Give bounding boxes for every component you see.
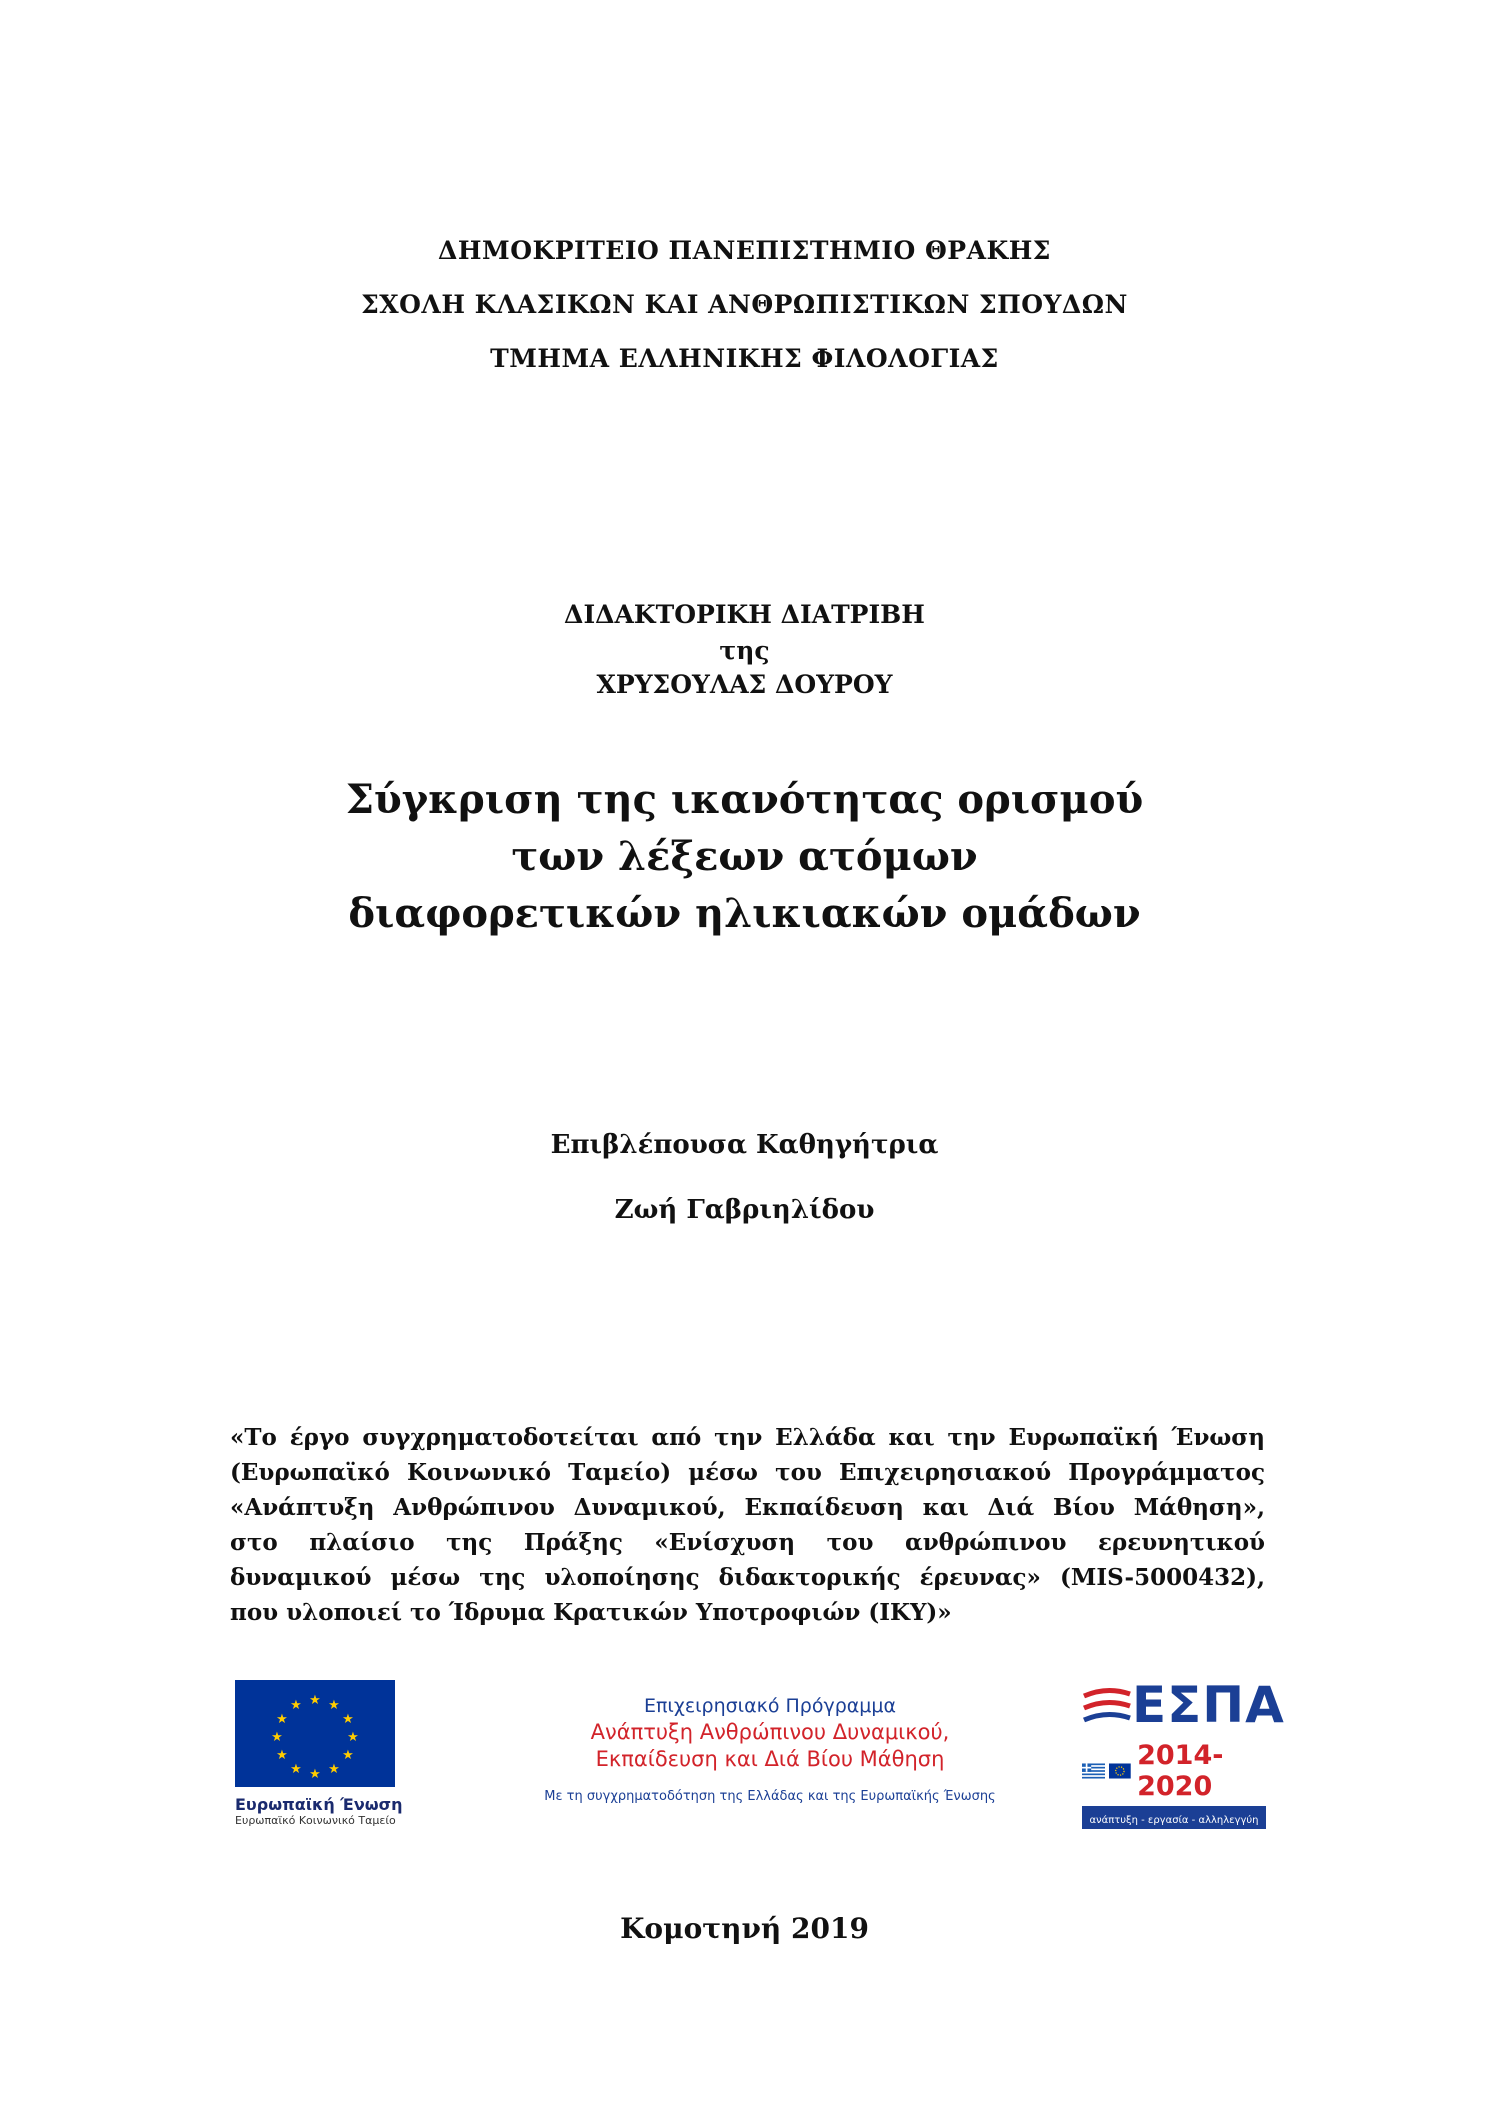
svg-text:★: ★ (309, 1693, 321, 1708)
eu-label: Ευρωπαϊκή Ένωση (235, 1795, 403, 1814)
espa-logo (1082, 1676, 1285, 1829)
eu-sublabel: Ευρωπαϊκό Κοινωνικό Ταμείο (235, 1814, 396, 1827)
eu-logo (235, 1680, 405, 1827)
espa-word: ΕΣΠΑ (1132, 1676, 1285, 1734)
svg-text:★: ★ (276, 1712, 288, 1727)
supervisor-role: Επιβλέπουσα Καθηγήτρια (550, 1130, 939, 1160)
greek-flag-icon (1082, 1762, 1105, 1780)
department-name: ΤΜΗΜΑ ΕΛΛΗΝΙΚΗΣ ΦΙΛΟΛΟΓΙΑΣ (490, 344, 999, 373)
school-name: ΣΧΟΛΗ ΚΛΑΣΙΚΩΝ ΚΑΙ ΑΝΘΡΩΠΙΣΤΙΚΩΝ ΣΠΟΥΔΩΝ (361, 290, 1128, 319)
svg-text:★: ★ (328, 1762, 340, 1777)
svg-text:★: ★ (328, 1698, 340, 1713)
university-name: ΔΗΜΟΚΡΙΤΕΙΟ ΠΑΝΕΠΙΣΤΗΜΙΟ ΘΡΑΚΗΣ (438, 236, 1051, 265)
funding-line: «Το έργο συγχρηματοδοτείται από την Ελλάδα και την Ευρωπαϊκή Ένωση (230, 1424, 1265, 1451)
funding-statement (230, 1420, 1265, 1630)
espa-years: 2014-2020 (1137, 1740, 1224, 1802)
svg-text:★: ★ (342, 1712, 354, 1727)
funding-line: (Ευρωπαϊκό Κοινωνικό Ταμείο) μέσω του Επιχειρησιακού Προγράμματος (230, 1459, 1265, 1486)
eu-flag-icon (235, 1680, 395, 1787)
supervisor-name: Ζωή Γαβριηλίδου (614, 1195, 875, 1225)
funding-line: δυναμικού μέσω της υλοποίησης διδακτορικής έρευνας» (MIS-5000432), (230, 1564, 1265, 1591)
op-cofund: Με τη συγχρηματοδότηση της Ελλάδας και της Ευρωπαϊκής Ένωσης (544, 1789, 996, 1804)
title-line-3: διαφορετικών ηλικιακών ομάδων (348, 890, 1141, 937)
svg-text:★: ★ (290, 1698, 302, 1713)
svg-text:★: ★ (309, 1767, 321, 1782)
funding-line: που υλοποιεί το Ίδρυμα Κρατικών Υποτροφιών (ΙΚΥ)» (230, 1599, 952, 1626)
thesis-of: της (719, 636, 770, 665)
funding-line: «Ανάπτυξη Ανθρώπινου Δυναμικού, Εκπαίδευση και Διά Βίου Μάθηση», (230, 1494, 1265, 1521)
op-name-line-1: Ανάπτυξη Ανθρώπινου Δυναμικού, (590, 1720, 950, 1744)
eu-flag-small-icon (1109, 1762, 1131, 1780)
espa-tagline: ανάπτυξη - εργασία - αλληλεγγύη (1089, 1815, 1259, 1826)
svg-text:★: ★ (342, 1748, 354, 1763)
op-logo (520, 1695, 1020, 1804)
espa-swoosh-icon (1082, 1686, 1132, 1732)
svg-text:★: ★ (271, 1730, 283, 1745)
svg-text:★: ★ (347, 1730, 359, 1745)
espa-tagline-bar (1082, 1806, 1266, 1829)
place-year: Κομοτηνή 2019 (620, 1912, 869, 1945)
title-line-1: Σύγκριση της ικανότητας ορισμού (345, 776, 1144, 823)
thesis-type: ΔΙΔΑΚΤΟΡΙΚΗ ΔΙΑΤΡΙΒΗ (564, 600, 925, 629)
title-line-2: των λέξεων ατόμων (511, 833, 978, 880)
svg-text:★: ★ (290, 1762, 302, 1777)
op-name-line-2: Εκπαίδευση και Διά Βίου Μάθηση (595, 1747, 945, 1771)
svg-text:★: ★ (276, 1748, 288, 1763)
op-title: Επιχειρησιακό Πρόγραμμα (643, 1695, 896, 1717)
funding-line: στο πλαίσιο της Πράξης «Ενίσχυση του ανθρώπινου ερευνητικού (230, 1529, 1265, 1556)
thesis-author: ΧΡΥΣΟΥΛΑΣ ΔΟΥΡΟΥ (596, 670, 893, 699)
